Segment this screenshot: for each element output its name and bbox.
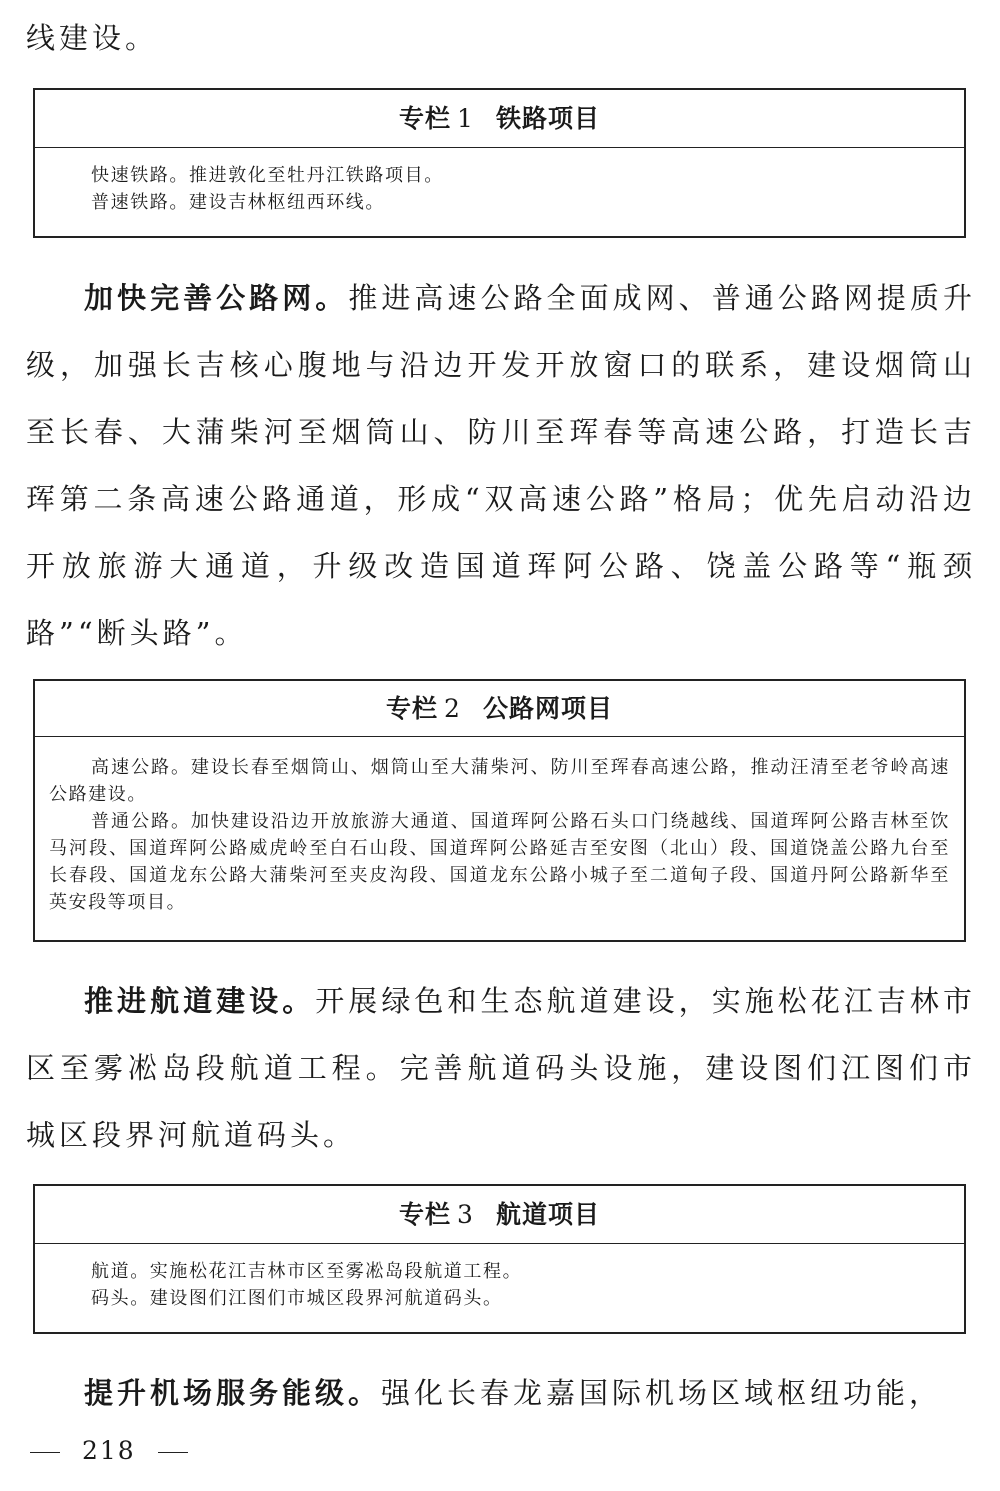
column-box-railway bbox=[33, 88, 966, 238]
column-prefix: 专栏 bbox=[386, 694, 439, 723]
column-box-body bbox=[35, 737, 964, 916]
paragraph-highway bbox=[26, 265, 976, 667]
paragraph-lead: 加快完善公路网。 bbox=[84, 281, 349, 315]
paragraph-airport bbox=[26, 1360, 976, 1427]
column-number: 3 bbox=[457, 1200, 474, 1229]
paragraph-text: 推进高速公路全面成网、普通公路网提质升级，加强长吉核心腹地与沿边开发开放窗口的联系，建设烟筒山至长春、大蒲柴河至烟筒山、防川至珲春等高速公路，打造长吉珲第二条高速公路通道，形成“双高速公路”格局；优先启动沿边开放旅游大通道，升级改造国道珲阿公路、饶盖公路等“瓶颈路”“断头路”。 bbox=[26, 281, 976, 650]
column-item: 高速公路。建设长春至烟筒山、烟筒山至大蒲柴河、防川至珲春高速公路，推动汪清至老爷岭高速公路建设。 bbox=[49, 757, 950, 805]
column-box-waterway bbox=[33, 1184, 966, 1334]
paragraph-text: 强化长春龙嘉国际机场区域枢纽功能， bbox=[381, 1376, 943, 1410]
continued-paragraph bbox=[26, 5, 976, 72]
column-box-body bbox=[35, 148, 964, 216]
column-title: 公路网项目 bbox=[482, 694, 613, 723]
page-number: 218 bbox=[82, 1436, 136, 1465]
column-box-header bbox=[35, 90, 964, 148]
column-item: 普速铁路。建设吉林枢纽西环线。 bbox=[91, 192, 385, 213]
paragraph-lead: 推进航道建设。 bbox=[84, 984, 316, 1018]
column-item: 普通公路。加快建设沿边开放旅游大通道、国道珲阿公路石头口门绕越线、国道珲阿公路吉林至饮马河段、国道珲阿公路威虎岭至白石山段、国道珲阿公路延吉至安图（北山）段、国道饶盖公路九台至长春段、国道龙东公路大蒲柴河至夹皮沟段、国道龙东公路小城子至二道甸子段、国道丹阿公路新华至英安段等项目。 bbox=[49, 811, 950, 913]
column-number: 1 bbox=[457, 104, 474, 133]
column-box-header bbox=[35, 1186, 964, 1244]
column-box-highway bbox=[33, 679, 966, 942]
column-item: 航道。实施松花江吉林市区至雾凇岛段航道工程。 bbox=[91, 1261, 523, 1282]
page-footer bbox=[30, 1436, 210, 1465]
column-title: 铁路项目 bbox=[495, 104, 600, 133]
paragraph-waterway bbox=[26, 968, 976, 1169]
column-item: 快速铁路。推进敦化至牡丹江铁路项目。 bbox=[91, 165, 444, 186]
footer-dash-left bbox=[30, 1452, 60, 1454]
paragraph-lead: 提升机场服务能级。 bbox=[84, 1376, 382, 1410]
footer-dash-right bbox=[158, 1452, 188, 1454]
column-number: 2 bbox=[444, 694, 461, 723]
column-prefix: 专栏 bbox=[399, 104, 452, 133]
paragraph-text: 开展绿色和生态航道建设，实施松花江吉林市区至雾凇岛段航道工程。完善航道码头设施，建设图们江图们市城区段界河航道码头。 bbox=[26, 984, 976, 1152]
column-prefix: 专栏 bbox=[399, 1200, 452, 1229]
column-title: 航道项目 bbox=[495, 1200, 600, 1229]
continued-text: 线建设。 bbox=[26, 21, 159, 55]
column-box-body bbox=[35, 1244, 964, 1312]
column-box-header bbox=[35, 681, 964, 737]
column-item: 码头。建设图们江图们市城区段界河航道码头。 bbox=[91, 1288, 503, 1309]
